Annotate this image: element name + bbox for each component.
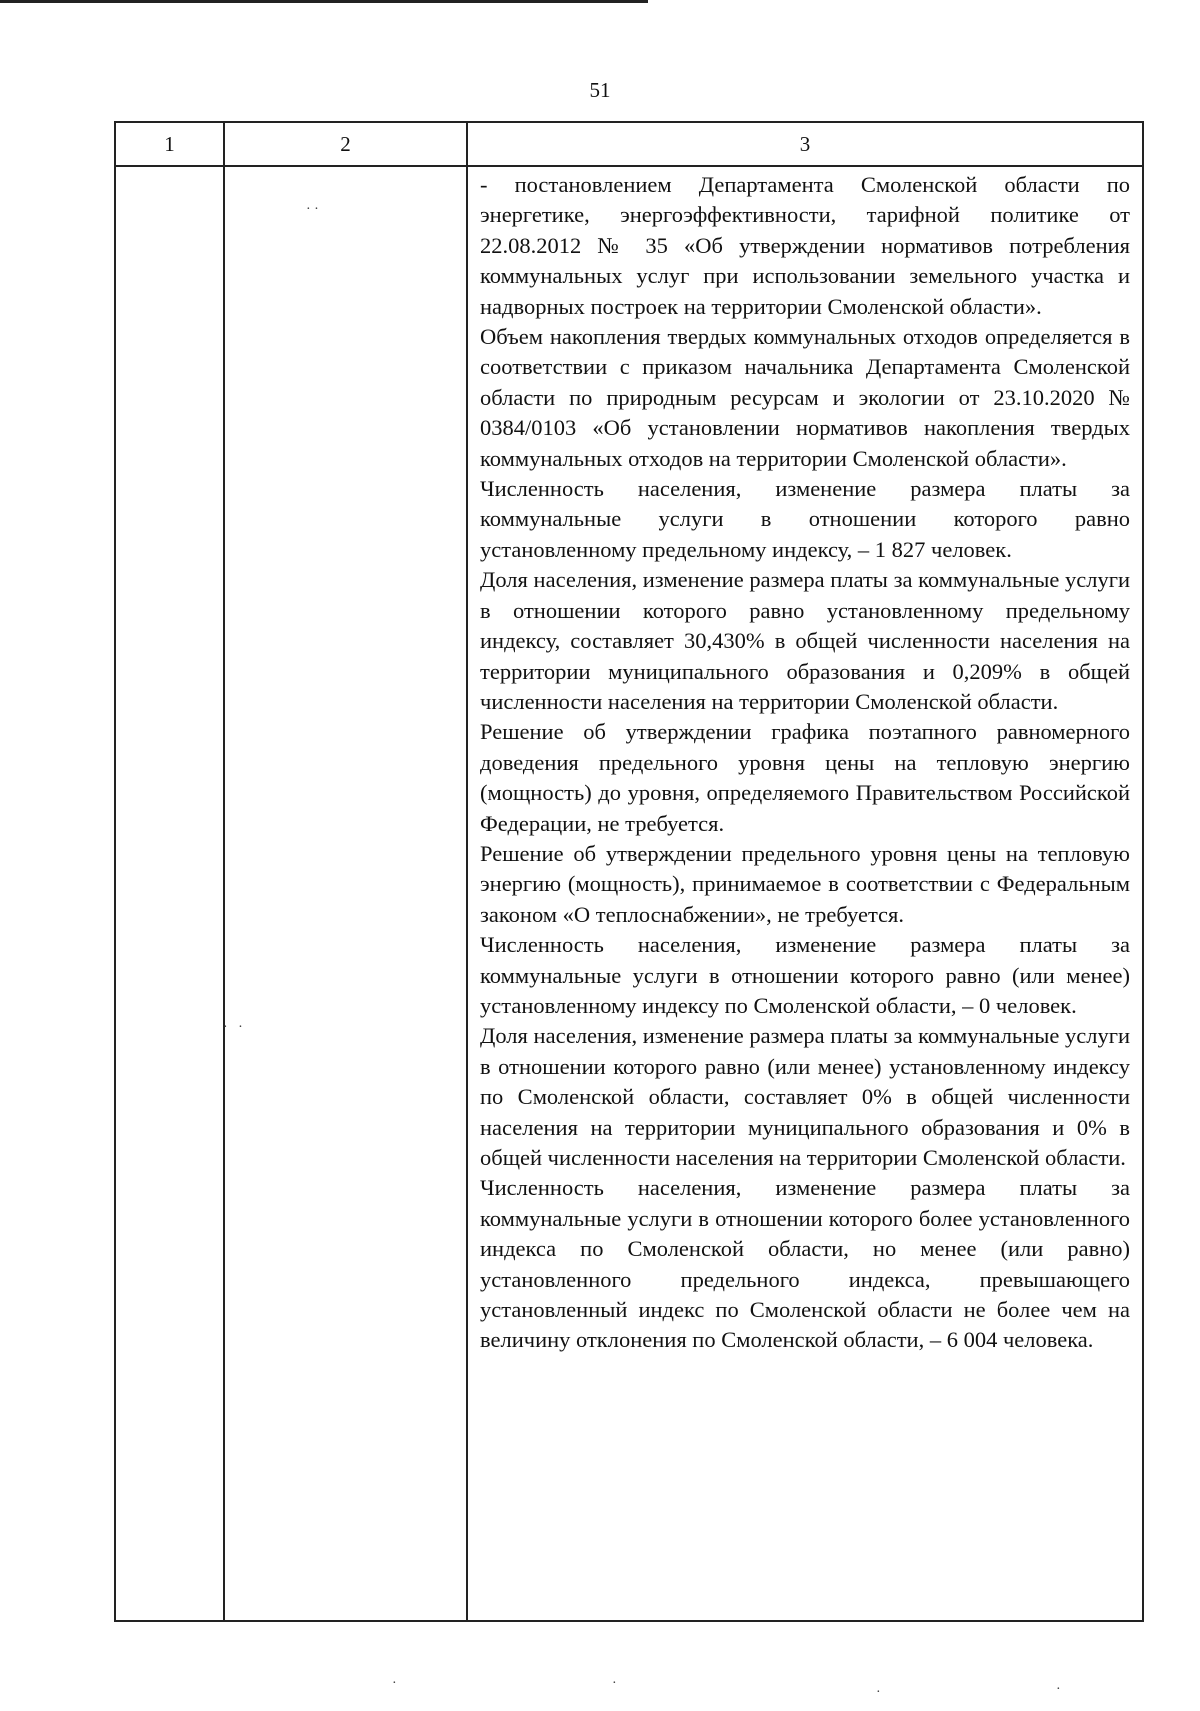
cell-column-2: [224, 166, 467, 1621]
table-header-row: [115, 122, 1143, 166]
scan-speck: · ·: [223, 1020, 243, 1035]
cell-text: [468, 167, 1142, 1356]
paragraph-3: Численность населения, изменение размера платы за коммунальные услуги в отношении которого равно установленному предельному индексу, – 1 827 человек.: [480, 476, 1130, 562]
page-number: 51: [589, 78, 611, 102]
column-header-3: 3: [467, 122, 1143, 166]
paragraph-5: Решение об утверждении графика поэтапного равномерного доведения предельного уровня цены на тепловую энергию (мощность) до уровня, определяемого Правительством Российской Федерации, не требуется.: [480, 719, 1130, 836]
scan-speck: ·: [392, 1676, 397, 1691]
column-header-1: 1: [115, 122, 224, 166]
document-table: [114, 121, 1144, 1622]
paragraph-4: Доля населения, изменение размера платы за коммунальные услуги в отношении которого равно установленному предельному индексу, составляет 30,430% в общей численности населения на территории муниципального образования и 0,209% в общей численности населения на территории Смоленской области.: [480, 567, 1130, 714]
scan-speck: ·: [876, 1685, 881, 1700]
column-header-2: 2: [224, 122, 467, 166]
paragraph-6: Решение об утверждении предельного уровня цены на тепловую энергию (мощность), принимаемое в соответствии с Федеральным законом «О теплоснабжении», не требуется.: [480, 840, 1130, 927]
top-rule: [0, 0, 648, 3]
cell-column-3: [467, 166, 1143, 1621]
cell-column-1: [115, 166, 224, 1621]
paragraph-2: Объем накопления твердых коммунальных отходов определяется в соответствии с приказом начальника Департамента Смоленской области по природным ресурсам и экологии от 23.10.2020 № 0384/0103 «Об установлении нормативов накопления твердых коммунальных отходов на территории Смоленской области».: [480, 324, 1130, 471]
paragraph-9: Численность населения, изменение размера платы за коммунальные услуги в отношении которого более установленного индекса по Смоленской области, но менее (или равно) установленного предельного индекса, превышающего установленный индекс по Смоленской области не более чем на величину отклонения по Смоленской области, – 6 004 человека.: [480, 1175, 1130, 1353]
paragraph-8: Доля населения, изменение размера платы за коммунальные услуги в отношении которого равно (или менее) установленному индексу по Смоленской области, составляет 0% в общей численности населения на территории муниципального образования и 0% в общей численности населения на территории Смоленской области.: [480, 1023, 1130, 1170]
scan-speck: ·: [1056, 1682, 1061, 1697]
scan-speck: ·: [612, 1676, 617, 1691]
paragraph-1: - постановлением Департамента Смоленской области по энергетике, энергоэффективности, тарифной политике от 22.08.2012 № 35 «Об утверждении нормативов потребления коммунальных услуг при использовании земельного участка и надворных построек на территории Смоленской области».: [480, 172, 1130, 319]
table-body-row: [115, 166, 1143, 1621]
paragraph-7: Численность населения, изменение размера платы за коммунальные услуги в отношении которого равно (или менее) установленному индексу по Смоленской области, – 0 человек.: [480, 932, 1130, 1018]
scan-speck: · ·: [306, 202, 319, 217]
